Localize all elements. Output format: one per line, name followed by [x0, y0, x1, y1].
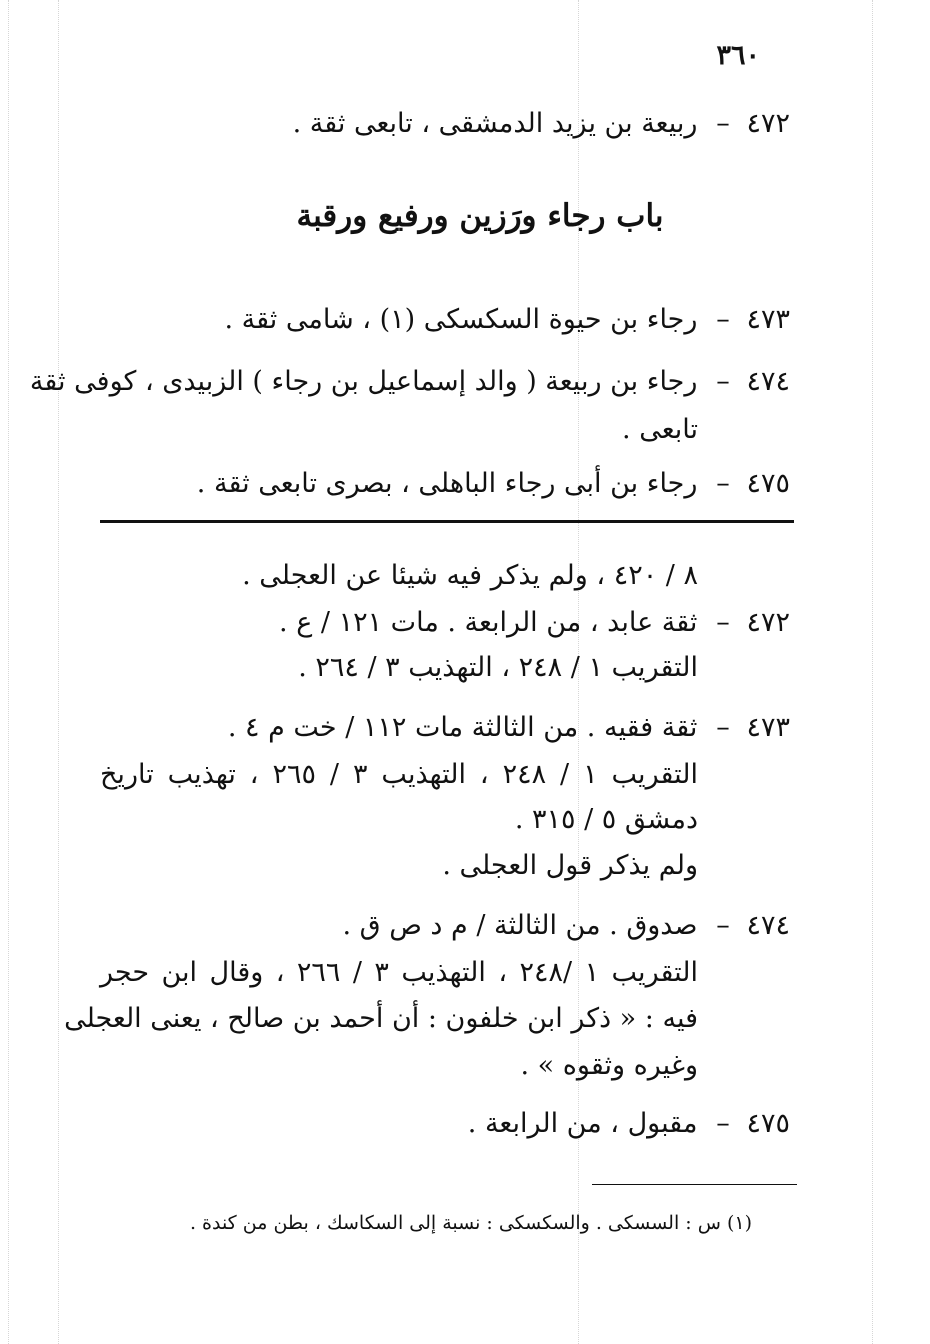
note-number: ٤٧٣: [746, 712, 790, 743]
entry-number: ٤٧٢: [746, 108, 790, 139]
note-text: ثقة فقيه . من الثالثة مات ١١٢ / خت م ٤ .: [227, 712, 698, 743]
entry-text: رجاء بن حيوة السكسكى (١) ، شامى ثقة .: [224, 304, 698, 335]
entry-474: [30, 362, 790, 402]
note-475: [468, 1104, 790, 1144]
entry-474-continuation: تابعى .: [622, 414, 698, 445]
note-carry-line: ٨ / ٤٢٠ ، ولم يذكر فيه شيئا عن العجلى .: [242, 560, 698, 591]
note-474-line: التقريب ١ /٢٤٨ ، التهذيب ٣ / ٢٦٦ ، وقال ابن حجر: [100, 957, 699, 988]
entry-number: ٤٧٣: [746, 304, 790, 335]
entry-473: [225, 300, 791, 340]
note-472-line: التقريب ١ / ٢٤٨ ، التهذيب ٣ / ٢٦٤ .: [298, 652, 698, 683]
page-number: ٣٦٠: [716, 40, 760, 71]
entry-475: [197, 464, 790, 504]
note-dash: –: [716, 607, 730, 638]
entry-number: ٤٧٤: [746, 366, 790, 397]
note-474: [343, 906, 790, 946]
entry-dash: –: [716, 304, 730, 335]
entry-dash: –: [716, 366, 730, 397]
note-473-line: ولم يذكر قول العجلى .: [442, 850, 698, 881]
note-text: ثقة عابد ، من الرابعة . مات ١٢١ / ع .: [279, 607, 698, 638]
note-number: ٤٧٥: [746, 1108, 790, 1139]
footnote-rule: [592, 1184, 797, 1185]
note-473-line: دمشق ٥ / ٣١٥ .: [514, 804, 698, 835]
note-text: صدوق . من الثالثة / م د ص ق .: [342, 910, 698, 941]
note-473-line: التقريب ١ / ٢٤٨ ، التهذيب ٣ / ٢٦٥ ، تهذيب تاريخ: [100, 759, 698, 790]
note-number: ٤٧٢: [746, 607, 790, 638]
note-dash: –: [716, 910, 730, 941]
note-474-line: وغيره وثقوه » .: [520, 1050, 698, 1081]
note-472: [279, 603, 790, 643]
section-title: باب رجاء ورَزين ورفيع ورقبة: [296, 198, 664, 234]
entry-dash: –: [716, 108, 730, 139]
entry-text: رجاء بن أبى رجاء الباهلى ، بصرى تابعى ثقة .: [196, 468, 698, 499]
footnote: (١) س : السسكى . والسكسكى : نسبة إلى السكاسك ، بطن من كندة .: [189, 1212, 752, 1234]
note-text: مقبول ، من الرابعة .: [467, 1108, 698, 1139]
note-474-line: فيه : « ذكر ابن خلفون : أن أحمد بن صالح ، يعنى العجلى: [64, 1003, 698, 1034]
entry-472: [293, 104, 790, 144]
note-dash: –: [716, 1108, 730, 1139]
entry-text: رجاء بن ربيعة ( والد إسماعيل بن رجاء ) الزبيدى ، كوفى ثقة: [29, 366, 698, 397]
note-dash: –: [716, 712, 730, 743]
main-divider-rule: [100, 520, 794, 523]
note-473: [228, 708, 790, 748]
entry-number: ٤٧٥: [746, 468, 790, 499]
entry-text: ربيعة بن يزيد الدمشقى ، تابعى ثقة .: [292, 108, 698, 139]
note-number: ٤٧٤: [746, 910, 790, 941]
entry-dash: –: [716, 468, 730, 499]
